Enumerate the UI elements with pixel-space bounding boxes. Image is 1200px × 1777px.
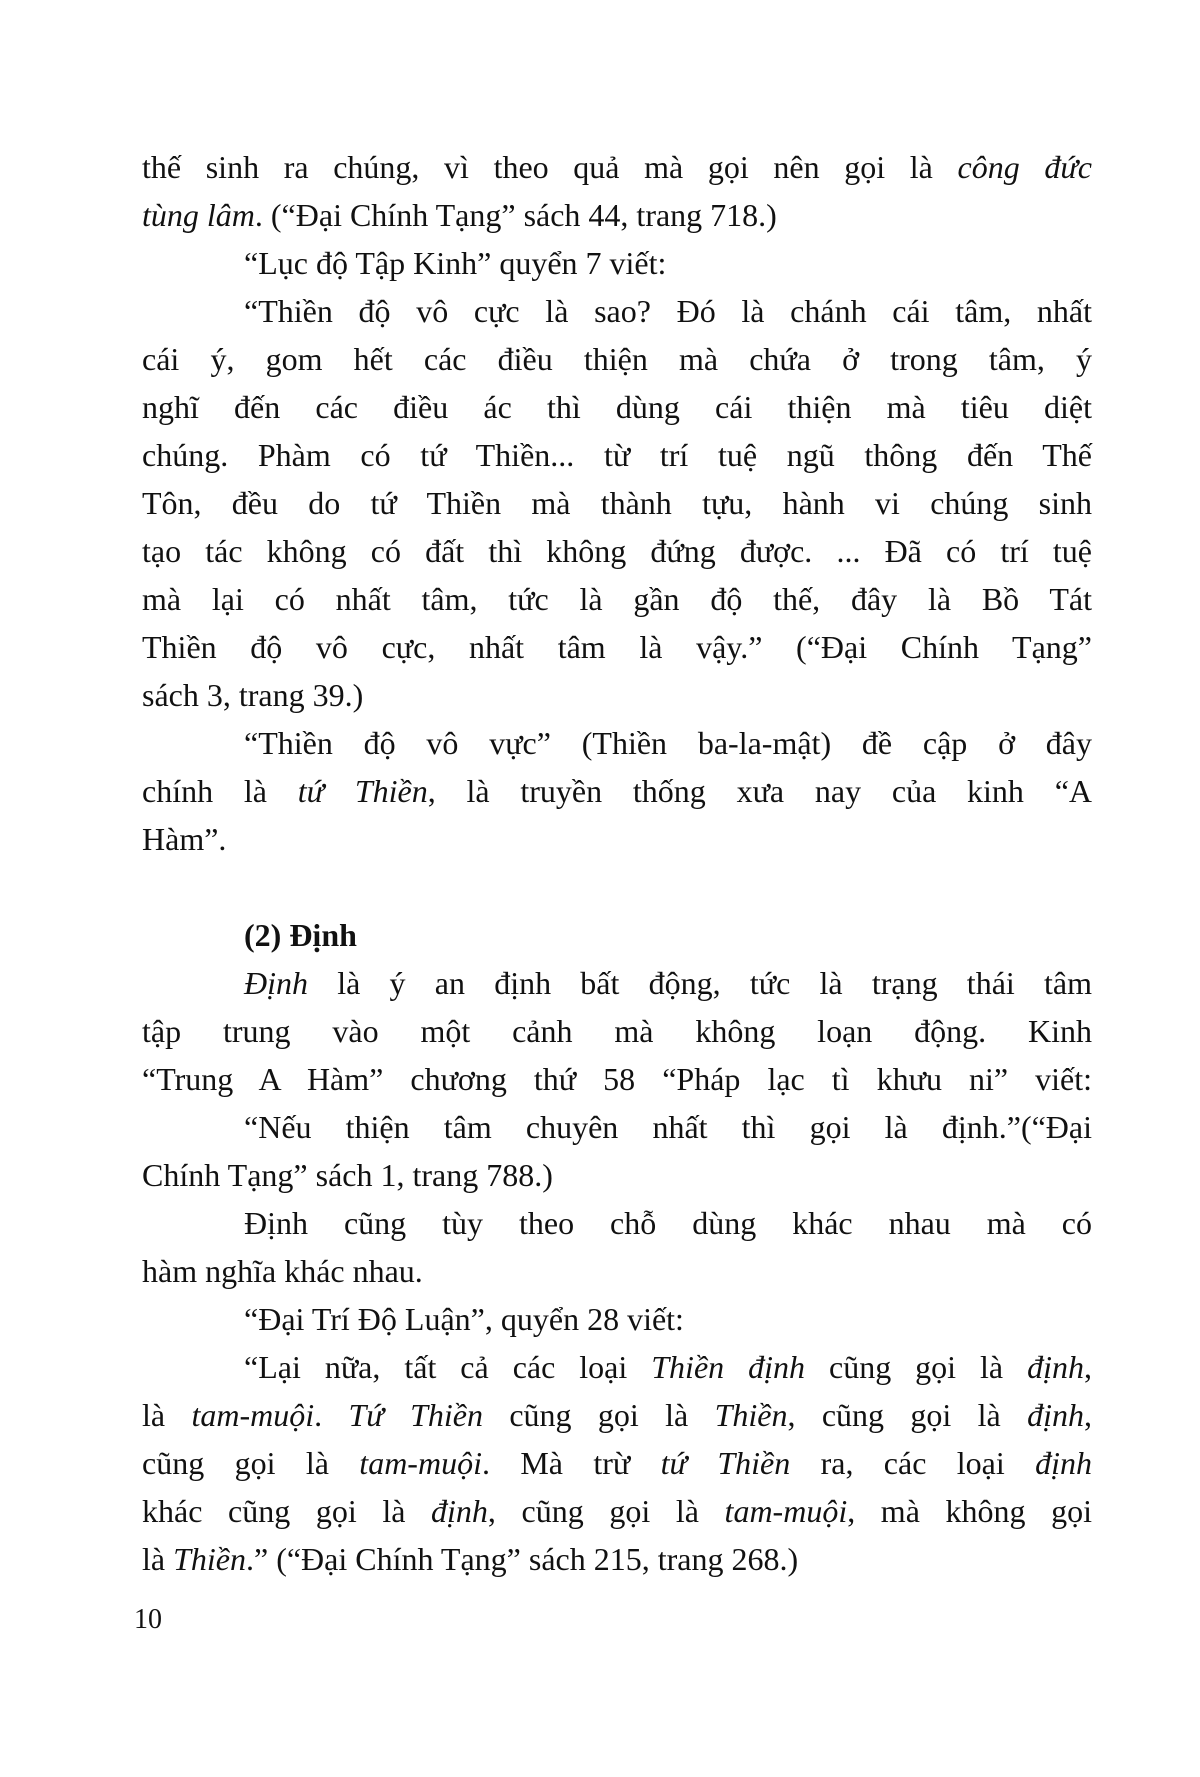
text-line	[244, 959, 1092, 1007]
text-segment: là	[142, 1397, 192, 1433]
text-segment: “Lại nữa, tất cả các loại	[244, 1349, 652, 1385]
text-segment: thế sinh ra chúng, vì theo quả mà gọi nên gọi là	[142, 149, 958, 185]
text-segment: là	[142, 1541, 174, 1577]
text-line	[244, 1295, 1092, 1343]
text-segment: mà lại có nhất tâm, tức là gần độ thế, đây là Bồ Tát	[142, 581, 1092, 617]
italic-text: tứ Thiền	[297, 773, 428, 809]
text-segment: chúng. Phàm có tứ Thiền... từ trí tuệ ngũ thông đến Thế	[142, 437, 1092, 473]
text-line	[142, 623, 1092, 671]
italic-text: tam-muội	[191, 1397, 315, 1433]
text-line	[142, 335, 1092, 383]
text-segment: cái ý, gom hết các điều thiện mà chứa ở trong tâm, ý	[142, 341, 1092, 377]
text-segment: “Nếu thiện tâm chuyên nhất thì gọi là định.”(“Đại	[244, 1109, 1092, 1145]
text-segment: Tôn, đều do tứ Thiền mà thành tựu, hành vi chúng sinh	[142, 485, 1092, 521]
italic-text: tùng lâm	[142, 197, 255, 233]
text-line	[142, 191, 1092, 239]
text-segment: Thiền độ vô cực, nhất tâm là vậy.” (“Đại Chính Tạng”	[142, 629, 1092, 665]
text-segment: Chính Tạng” sách 1, trang 788.)	[142, 1157, 553, 1193]
text-line	[142, 671, 1092, 719]
text-line	[142, 431, 1092, 479]
italic-text: Thiền	[714, 1397, 788, 1433]
text-segment: “Trung A Hàm” chương thứ 58 “Pháp lạc tì khưu ni” viết:	[142, 1061, 1092, 1097]
text-line	[142, 383, 1092, 431]
text-line	[244, 239, 1092, 287]
text-segment: ,	[1084, 1397, 1092, 1433]
text-line	[142, 767, 1092, 815]
text-segment: .	[314, 1397, 349, 1433]
text-line	[142, 815, 1092, 863]
text-segment: Định cũng tùy theo chỗ dùng khác nhau mà có	[244, 1205, 1092, 1241]
text-line	[142, 1535, 1092, 1583]
text-segment: là ý an định bất động, tức là trạng thái tâm	[308, 965, 1092, 1001]
text-segment: “Thiền độ vô cực là sao? Đó là chánh cái tâm, nhất	[244, 293, 1092, 329]
page-number: 10	[134, 1604, 162, 1635]
text-line	[142, 1007, 1092, 1055]
italic-text: tam-muội	[359, 1445, 482, 1481]
italic-text: tứ Thiền	[660, 1445, 791, 1481]
text-line	[142, 575, 1092, 623]
text-segment: chính là	[142, 773, 298, 809]
text-segment: “Lục độ Tập Kinh” quyển 7 viết:	[244, 245, 667, 281]
italic-text: công đức	[957, 149, 1093, 185]
text-segment: , cũng gọi là	[787, 1397, 1028, 1433]
text-segment: tạo tác không có đất thì không đứng được. ... Đã có trí tuệ	[142, 533, 1092, 569]
text-line	[244, 1103, 1092, 1151]
italic-text: định	[431, 1493, 488, 1529]
italic-text: Tứ Thiền	[348, 1397, 483, 1433]
text-segment: cũng gọi là	[142, 1445, 360, 1481]
text-line	[142, 479, 1092, 527]
text-line	[244, 1343, 1092, 1391]
text-segment: , cũng gọi là	[487, 1493, 725, 1529]
text-segment: khác cũng gọi là	[142, 1493, 432, 1529]
italic-text: định	[1027, 1349, 1085, 1385]
text-segment: (2) Định	[244, 917, 357, 953]
text-line	[142, 1391, 1092, 1439]
italic-text: định	[1027, 1397, 1084, 1433]
italic-text: Thiền	[173, 1541, 246, 1577]
text-segment: , là truyền thống xưa nay của kinh “A	[427, 773, 1093, 809]
text-line	[244, 1199, 1092, 1247]
text-line	[142, 143, 1092, 191]
text-line	[244, 287, 1092, 335]
text-segment: .” (“Đại Chính Tạng” sách 215, trang 268.)	[245, 1541, 799, 1577]
italic-text: định	[1035, 1445, 1093, 1481]
section-heading	[244, 911, 1092, 959]
text-segment: ra, các loại	[790, 1445, 1036, 1481]
text-segment: , mà không gọi	[847, 1493, 1093, 1529]
text-line	[142, 1151, 1092, 1199]
italic-text: tam-muội	[724, 1493, 848, 1529]
text-segment: ,	[1084, 1349, 1093, 1385]
text-segment: sách 3, trang 39.)	[142, 677, 364, 713]
text-line	[142, 527, 1092, 575]
text-segment: hàm nghĩa khác nhau.	[142, 1253, 423, 1289]
text-segment: cũng gọi là	[805, 1349, 1028, 1385]
text-segment: tập trung vào một cảnh mà không loạn động. Kinh	[142, 1013, 1092, 1049]
text-line	[142, 1247, 1092, 1295]
text-line	[142, 1055, 1092, 1103]
text-segment: “Đại Trí Độ Luận”, quyển 28 viết:	[244, 1301, 684, 1337]
text-segment: cũng gọi là	[482, 1397, 715, 1433]
text-segment: . Mà trừ	[481, 1445, 661, 1481]
text-segment: Hàm”.	[142, 821, 227, 857]
text-segment: . (“Đại Chính Tạng” sách 44, trang 718.)	[254, 197, 777, 233]
text-segment: “Thiền độ vô vực” (Thiền ba-la-mật) đề cập ở đây	[244, 725, 1092, 761]
text-line	[142, 1487, 1092, 1535]
text-line	[142, 1439, 1092, 1487]
text-segment: nghĩ đến các điều ác thì dùng cái thiện mà tiêu diệt	[142, 389, 1092, 425]
italic-text: Định	[244, 965, 308, 1001]
text-line	[244, 719, 1092, 767]
italic-text: Thiền định	[651, 1349, 806, 1385]
